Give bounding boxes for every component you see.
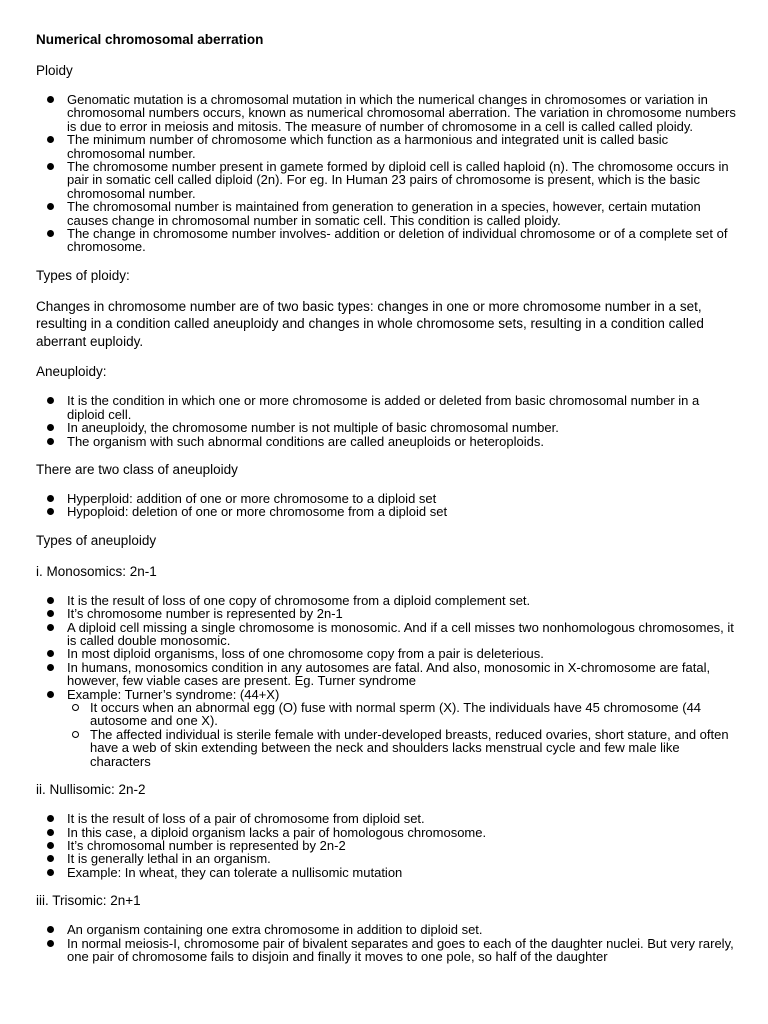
aneuploidy-classes-heading: There are two class of aneuploidy bbox=[36, 462, 238, 477]
list-item-text: Example: Turner’s syndrome: (44+X) bbox=[67, 686, 280, 702]
nullisomic-heading: ii. Nullisomic: 2n-2 bbox=[36, 782, 146, 798]
aneuploidy-heading: Aneuploidy: bbox=[36, 364, 107, 380]
list-item: It’s chromosome number is represented by 2n-1 bbox=[36, 607, 736, 620]
types-of-ploidy-paragraph: Changes in chromosome number are of two basic types: changes in one or more chromosome number in a set, resulting in a condition called aneuploidy and changes in whole chromosome sets, resulting in a condition called aberrant euploidy. bbox=[36, 298, 704, 349]
list-item: It is the result of loss of one copy of chromosome from a diploid complement set. bbox=[36, 594, 736, 607]
nullisomic-list bbox=[36, 812, 736, 879]
sub-list-item: It occurs when an abnormal egg (O) fuse with normal sperm (X). The individuals have 45 chromosome (44 autosome and one X). bbox=[67, 701, 736, 728]
list-item: A diploid cell missing a single chromosome is monosomic. And if a cell misses two nonhomologous chromosomes, it is called double monosomic. bbox=[36, 621, 736, 648]
turner-sublist bbox=[67, 701, 736, 768]
sub-list-item: The affected individual is sterile female with under-developed breasts, reduced ovaries, short stature, and often have a web of skin extending between the neck and shoulders lacks menstrual cycle and few male like characters bbox=[67, 728, 736, 768]
list-item: Genomatic mutation is a chromosomal mutation in which the numerical changes in chromosomes or variation in chromosomal numbers occurs, known as numerical chromosomal aberration. The variation in chromosome numbers is due to error in meiosis and mitosis. The measure of number of chromosome in a cell is called called ploidy. bbox=[36, 93, 736, 133]
aneuploidy-list bbox=[36, 394, 736, 448]
monosomics-list bbox=[36, 594, 736, 768]
list-item: It is the condition in which one or more chromosome is added or deleted from basic chromosomal number in a diploid cell. bbox=[36, 394, 736, 421]
list-item: The organism with such abnormal conditions are called aneuploids or heteroploids. bbox=[36, 435, 736, 448]
trisomic-list bbox=[36, 923, 736, 963]
list-item: In aneuploidy, the chromosome number is not multiple of basic chromosomal number. bbox=[36, 421, 736, 434]
list-item bbox=[36, 688, 736, 768]
ploidy-list bbox=[36, 93, 736, 254]
trisomic-heading: iii. Trisomic: 2n+1 bbox=[36, 893, 141, 909]
types-of-aneuploidy-heading: Types of aneuploidy bbox=[36, 532, 157, 548]
ploidy-heading: Ploidy bbox=[36, 63, 73, 78]
list-item: In most diploid organisms, loss of one chromosome copy from a pair is deleterious. bbox=[36, 647, 736, 660]
list-item: Hyperploid: addition of one or more chromosome to a diploid set bbox=[36, 492, 736, 505]
aneuploidy-classes-list bbox=[36, 492, 736, 519]
list-item: Hypoploid: deletion of one or more chromosome from a diploid set bbox=[36, 505, 736, 518]
types-of-ploidy-heading: Types of ploidy: bbox=[36, 267, 130, 283]
list-item: It is generally lethal in an organism. bbox=[36, 852, 736, 865]
document-page bbox=[36, 31, 736, 976]
list-item: It is the result of loss of a pair of chromosome from diploid set. bbox=[36, 812, 736, 825]
list-item: The chromosomal number is maintained from generation to generation in a species, however, certain mutation causes change in chromosomal number in somatic cell. This condition is called ploidy. bbox=[36, 200, 736, 227]
monosomics-heading: i. Monosomics: 2n-1 bbox=[36, 563, 157, 579]
list-item: The chromosome number present in gamete formed by diploid cell is called haploid (n). The chromosome occurs in pair in somatic cell called diploid (2n). For eg. In Human 23 pairs of chromosome is present, which is the basic chromosomal number. bbox=[36, 160, 736, 200]
list-item: In normal meiosis-I, chromosome pair of bivalent separates and goes to each of the daughter nuclei. But very rarely, one pair of chromosome fails to disjoin and finally it moves to one pole, so half of the daughter bbox=[36, 937, 736, 964]
list-item: In humans, monosomics condition in any autosomes are fatal. And also, monosomic in X-chromosome are fatal, however, few viable cases are present. Eg. Turner syndrome bbox=[36, 661, 736, 688]
list-item: It’s chromosomal number is represented by 2n-2 bbox=[36, 839, 736, 852]
list-item: The change in chromosome number involves- addition or deletion of individual chromosome or of a complete set of chromosome. bbox=[36, 227, 736, 254]
list-item: The minimum number of chromosome which function as a harmonious and integrated unit is called basic chromosomal number. bbox=[36, 133, 736, 160]
list-item: Example: In wheat, they can tolerate a nullisomic mutation bbox=[36, 866, 736, 879]
document-title: Numerical chromosomal aberration bbox=[36, 32, 264, 47]
list-item: In this case, a diploid organism lacks a pair of homologous chromosome. bbox=[36, 826, 736, 839]
list-item: An organism containing one extra chromosome in addition to diploid set. bbox=[36, 923, 736, 936]
